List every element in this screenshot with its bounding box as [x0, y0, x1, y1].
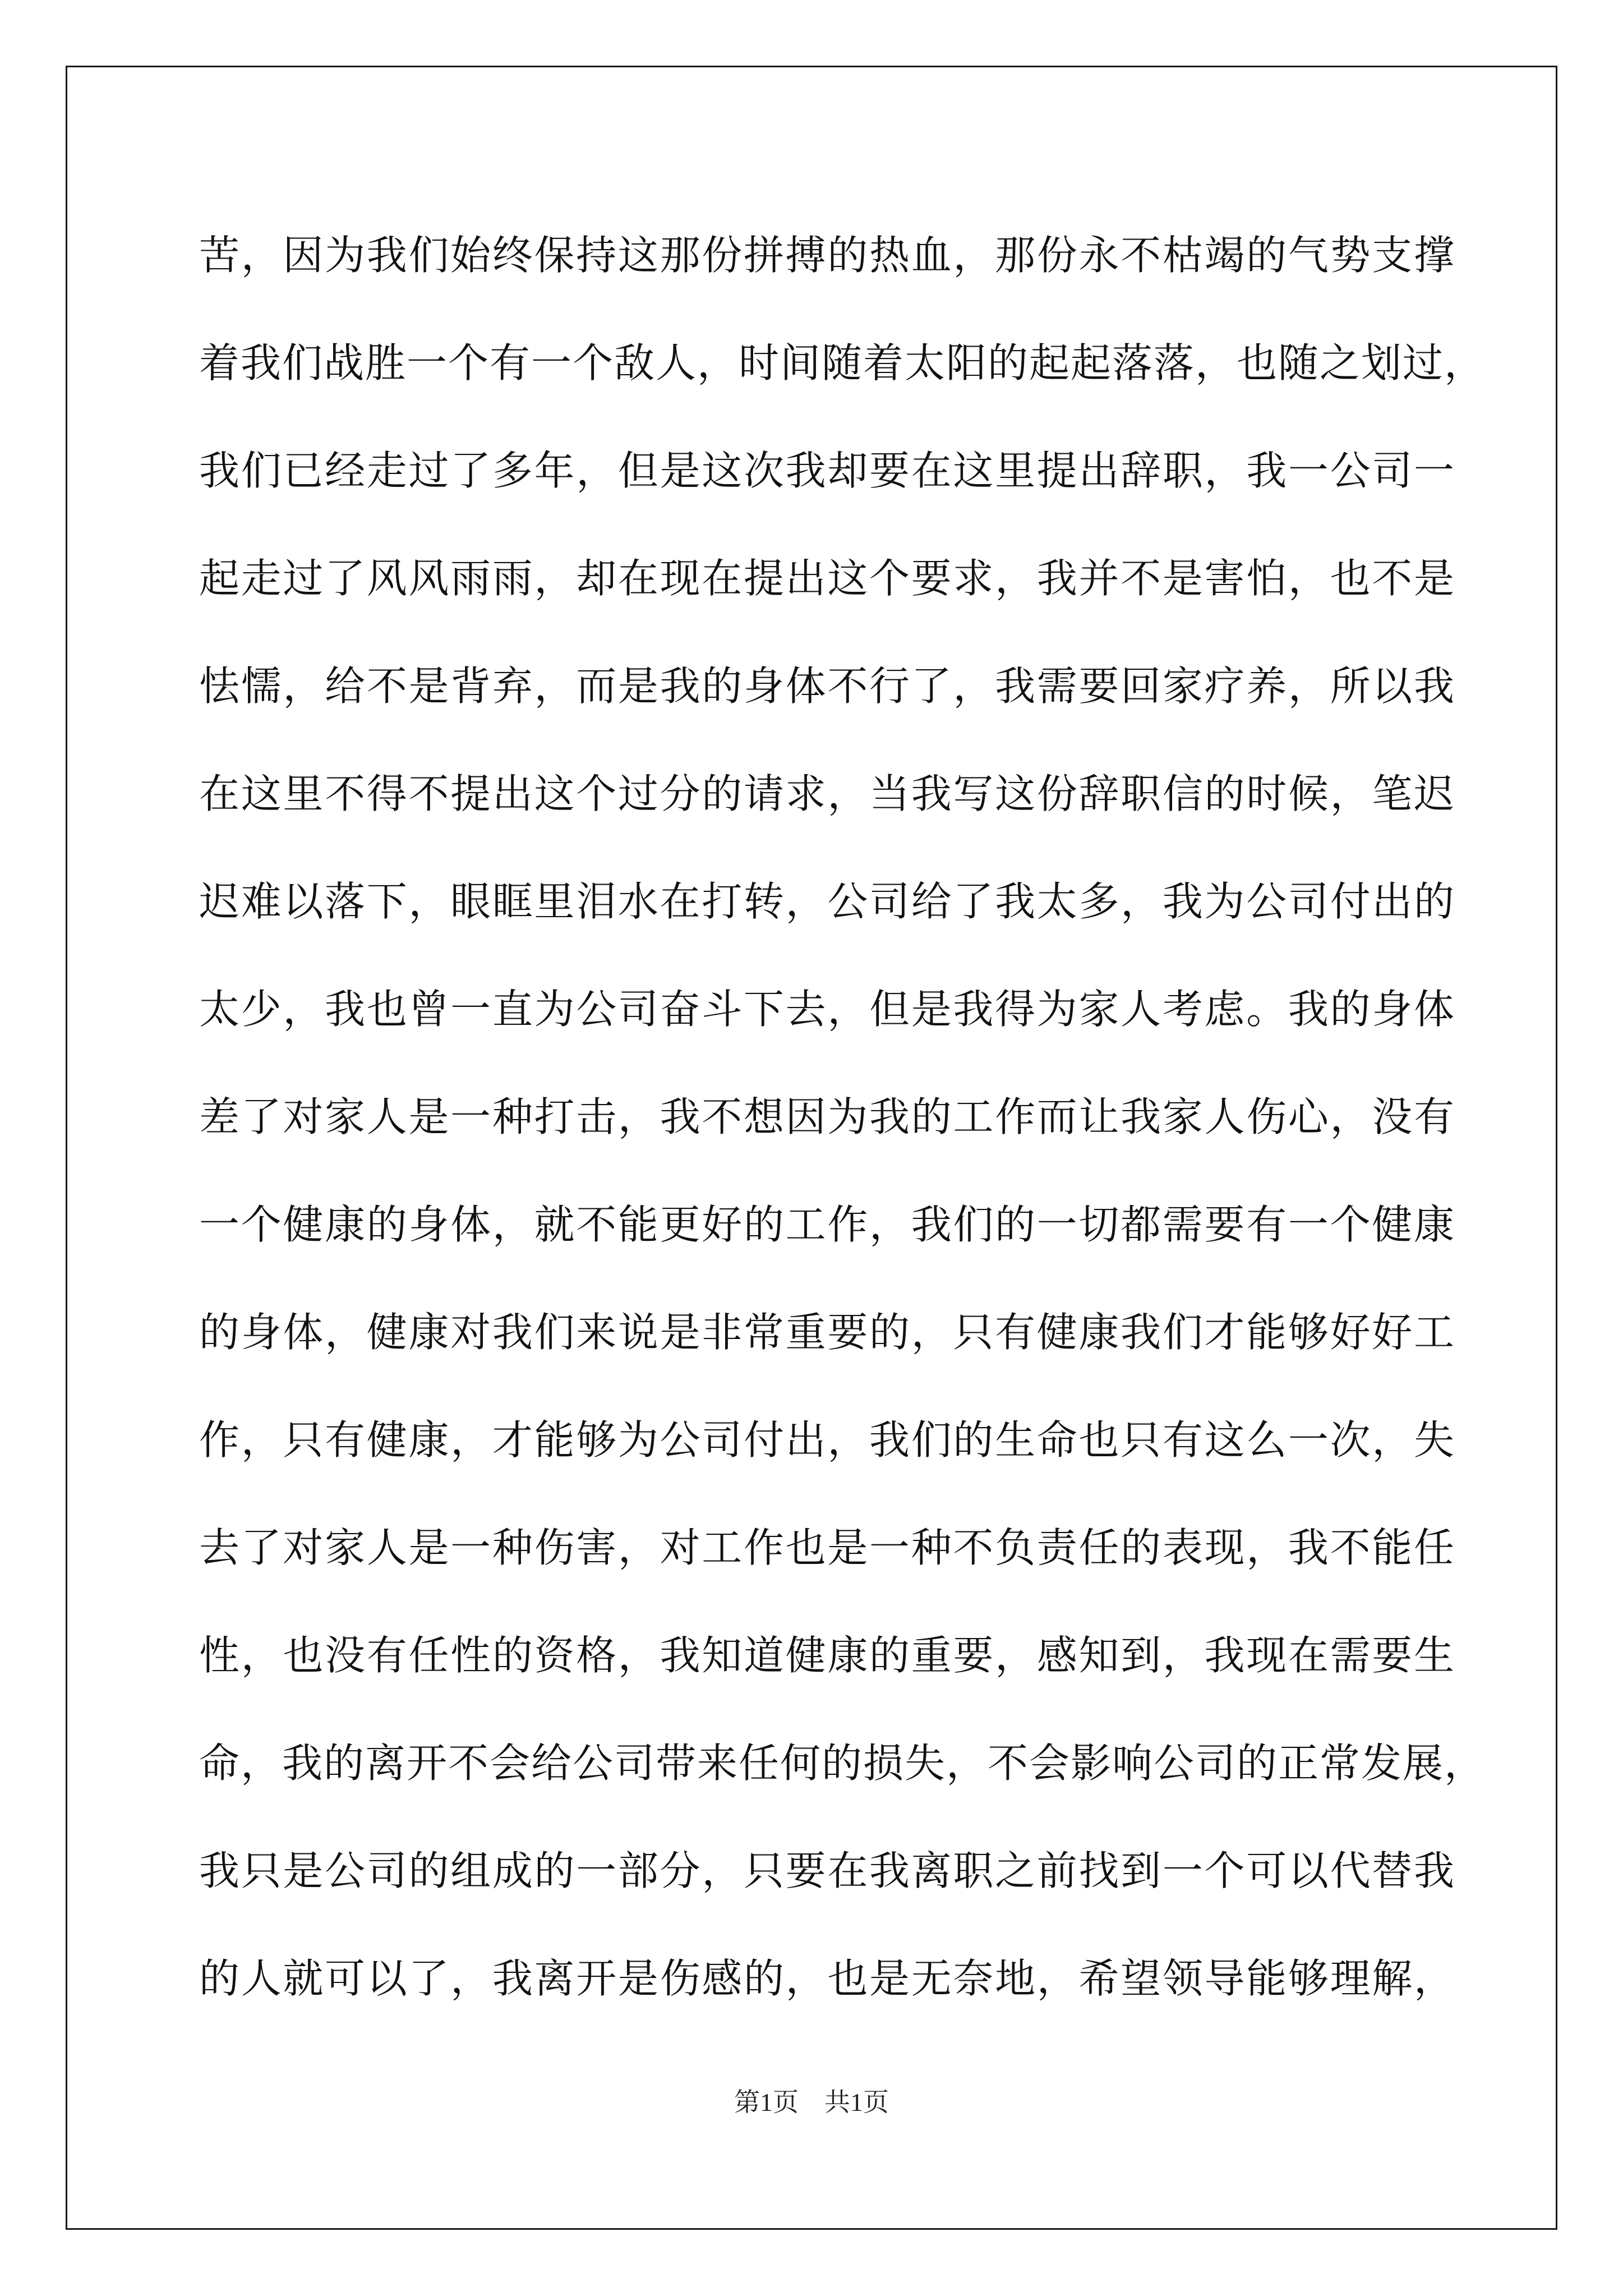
text-line: 差了对家人是一种打击，我不想因为我的工作而让我家人伤心，没有	[199, 1093, 1455, 1140]
text-line: 一个健康的身体，就不能更好的工作，我们的一切都需要有一个健康	[199, 1201, 1455, 1248]
text-line: 着我们战胜一个有一个敌人，时间随着太阳的起起落落，也随之划过，	[199, 339, 1486, 386]
text-line: 的人就可以了，我离开是伤感的，也是无奈地，希望领导能够理解，	[199, 1955, 1455, 2002]
text-line: 起走过了风风雨雨，却在现在提出这个要求，我并不是害怕，也不是	[199, 555, 1455, 602]
text-line: 迟难以落下，眼眶里泪水在打转，公司给了我太多，我为公司付出的	[199, 878, 1455, 925]
text-line: 在这里不得不提出这个过分的请求，当我写这份辞职信的时候，笔迟	[199, 770, 1455, 817]
text-line: 我们已经走过了多年，但是这次我却要在这里提出辞职，我一公司一	[199, 447, 1455, 494]
text-line: 作，只有健康，才能够为公司付出，我们的生命也只有这么一次，失	[199, 1416, 1455, 1464]
text-line: 苦，因为我们始终保持这那份拼搏的热血，那份永不枯竭的气势支撑	[199, 232, 1455, 279]
document-body	[199, 222, 1486, 2053]
text-line: 的身体，健康对我们来说是非常重要的，只有健康我们才能够好好工	[199, 1309, 1455, 1356]
text-line: 去了对家人是一种伤害，对工作也是一种不负责任的表现，我不能任	[199, 1524, 1455, 1571]
text-line: 我只是公司的组成的一部分，只要在我离职之前找到一个可以代替我	[199, 1847, 1455, 1894]
text-line: 怯懦，给不是背弃，而是我的身体不行了，我需要回家疗养，所以我	[199, 662, 1455, 710]
page-footer: 第1页 共1页	[734, 2088, 889, 2116]
text-line: 太少，我也曾一直为公司奋斗下去，但是我得为家人考虑。我的身体	[199, 986, 1455, 1033]
text-line: 命，我的离开不会给公司带来任何的损失，不会影响公司的正常发展，	[199, 1740, 1486, 1787]
text-line: 性，也没有任性的资格，我知道健康的重要，感知到，我现在需要生	[199, 1632, 1455, 1679]
